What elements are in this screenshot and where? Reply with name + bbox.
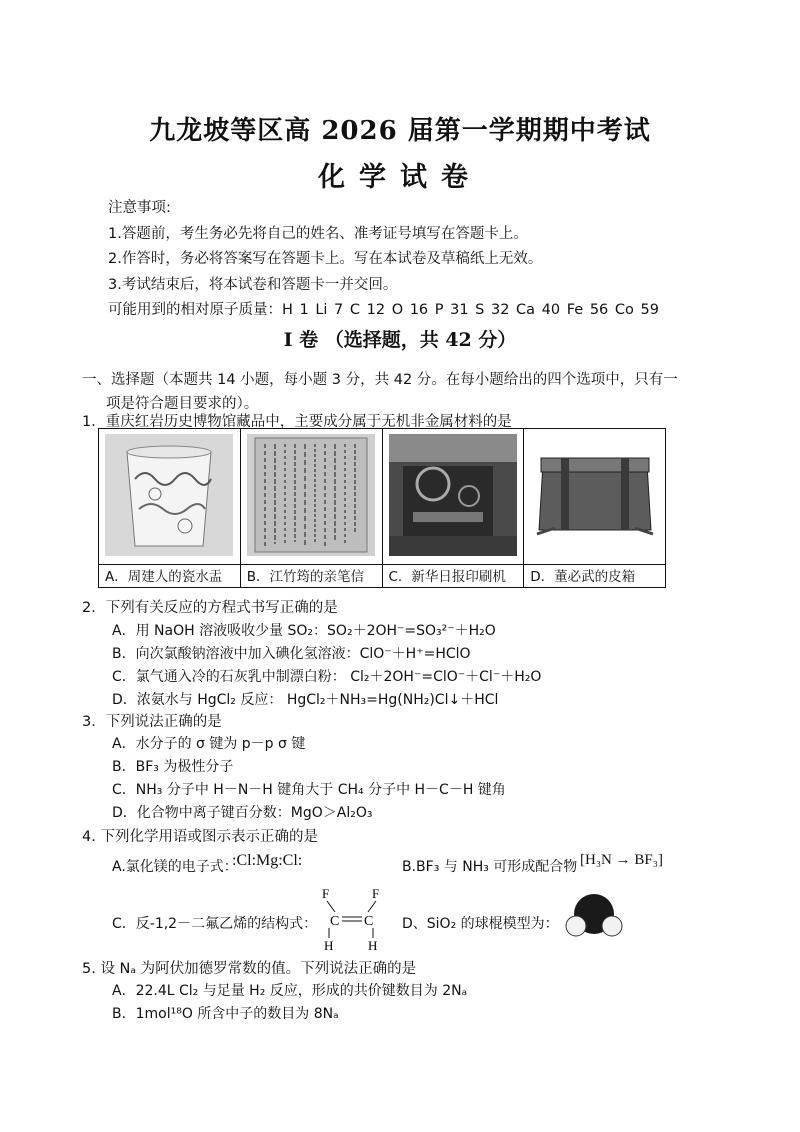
- struct-atom-c2: C: [364, 914, 374, 929]
- exam-subtitle: 化学试卷: [318, 162, 482, 193]
- q4-option-a: A.氯化镁的电子式：: [112, 859, 238, 875]
- q5-option-b: B．1mol¹⁸O 所含中子的数目为 8Nₐ: [112, 1006, 339, 1022]
- bond-f-c: [368, 901, 376, 912]
- q2-stem: 2．下列有关反应的方程式书写正确的是: [82, 600, 338, 616]
- difluoroethene-structure: [318, 884, 396, 952]
- q4-option-b: B.BF₃ 与 NH₃ 可形成配合物: [402, 859, 578, 875]
- note-item: 3.考试结束后，将本试卷和答题卡一并交回。: [108, 276, 398, 293]
- notes-heading: 注意事项:: [108, 200, 171, 216]
- q4-stem: 4. 下列化学用语或图示表示正确的是: [82, 829, 318, 845]
- leather-trunk-image: [531, 434, 659, 556]
- q1-image-a: [99, 429, 241, 565]
- q4-option-b-formula: [H₃N → BF₃]: [580, 852, 663, 868]
- q1-image-b: [240, 429, 382, 565]
- ball-stick-model-image: [562, 892, 626, 944]
- q4-option-a-formula: :Cl:Mg:Cl:: [232, 852, 303, 869]
- q1-stem: 1．重庆红岩历史博物馆藏品中，主要成分属于无机非金属材料的是: [82, 414, 512, 430]
- section-instruction-cont: 项是符合题目要求的）。: [106, 396, 259, 412]
- notes-block: [108, 196, 659, 324]
- struct-atom-h1: H: [324, 938, 334, 952]
- q1-caption-d: D．董必武的皮箱: [524, 564, 666, 587]
- struct-atom-f2: F: [372, 886, 380, 901]
- q2-option-c: C．氯气通入冷的石灰乳中制漂白粉： Cl₂＋2OH⁻=ClO⁻＋Cl⁻＋H₂O: [112, 669, 542, 685]
- q3-option-d: D．化合物中离子键百分数：MgO＞Al₂O₃: [112, 805, 373, 821]
- note-item: 2.作答时，务必将答案写在答题卡上。写在本试卷及草稿纸上无效。: [108, 251, 543, 267]
- q2-option-b: B．向次氯酸钠溶液中加入碘化氢溶液：ClO⁻＋H⁺=HClO: [112, 646, 471, 662]
- exam-title: 九龙坡等区高 2026 届第一学期期中考试: [149, 116, 651, 146]
- q3-option-b: B．BF₃ 为极性分子: [112, 759, 234, 775]
- section-instruction: 一、选择题（本题共 14 小题，每小题 3 分，共 42 分。在每小题给出的四个选项中，只有一: [82, 372, 678, 388]
- q4-option-d: D、SiO₂ 的球棍模型为：: [402, 916, 559, 932]
- section-title: I 卷 （选择题，共 42 分）: [283, 329, 517, 351]
- q1-image-c: [382, 429, 524, 565]
- q1-caption-c: C．新华日报印刷机: [382, 564, 524, 587]
- q1-image-d: [524, 429, 666, 565]
- q5-option-a: A．22.4L Cl₂ 与足量 H₂ 反应，形成的共价键数目为 2Nₐ: [112, 983, 468, 999]
- bond-f-c: [327, 901, 335, 912]
- model-side-atom: [602, 916, 622, 936]
- struct-atom-c1: C: [330, 914, 340, 929]
- q3-option-c: C．NH₃ 分子中 H－N－H 键角大于 CH₄ 分子中 H－C－H 键角: [112, 782, 506, 798]
- atomic-masses: 可能用到的相对原子质量：H 1 Li 7 C 12 O 16 P 31 S 32 Ca 40 Fe 56 Co 59: [108, 302, 659, 318]
- struct-atom-h2: H: [368, 938, 378, 952]
- porcelain-cup-image: [105, 434, 233, 556]
- note-item: 1.答题前，考生务必先将自己的姓名、准考证号填写在答题卡上。: [108, 225, 528, 242]
- model-side-atom: [566, 916, 586, 936]
- q5-stem: 5. 设 Nₐ 为阿伏加德罗常数的值。下列说法正确的是: [82, 961, 417, 977]
- q4-option-c: C．反-1,2－二氟乙烯的结构式：: [112, 916, 318, 932]
- q3-option-a: A．水分子的 σ 键为 p－p σ 键: [112, 736, 306, 752]
- q2-option-a: A．用 NaOH 溶液吸收少量 SO₂：SO₂＋2OH⁻=SO₃²⁻＋H₂O: [112, 623, 496, 639]
- struct-atom-f1: F: [322, 886, 330, 901]
- q2-option-d: D．浓氨水与 HgCl₂ 反应： HgCl₂＋NH₃=Hg(NH₂)Cl↓＋HCl: [112, 692, 499, 708]
- q1-caption-b: B．江竹筠的亲笔信: [240, 564, 382, 587]
- q1-image-table: [98, 428, 666, 588]
- q1-caption-a: A．周建人的瓷水盂: [99, 564, 241, 587]
- q3-stem: 3．下列说法正确的是: [82, 714, 222, 730]
- printing-press-image: [389, 434, 517, 556]
- handwritten-letter-image: [247, 434, 375, 556]
